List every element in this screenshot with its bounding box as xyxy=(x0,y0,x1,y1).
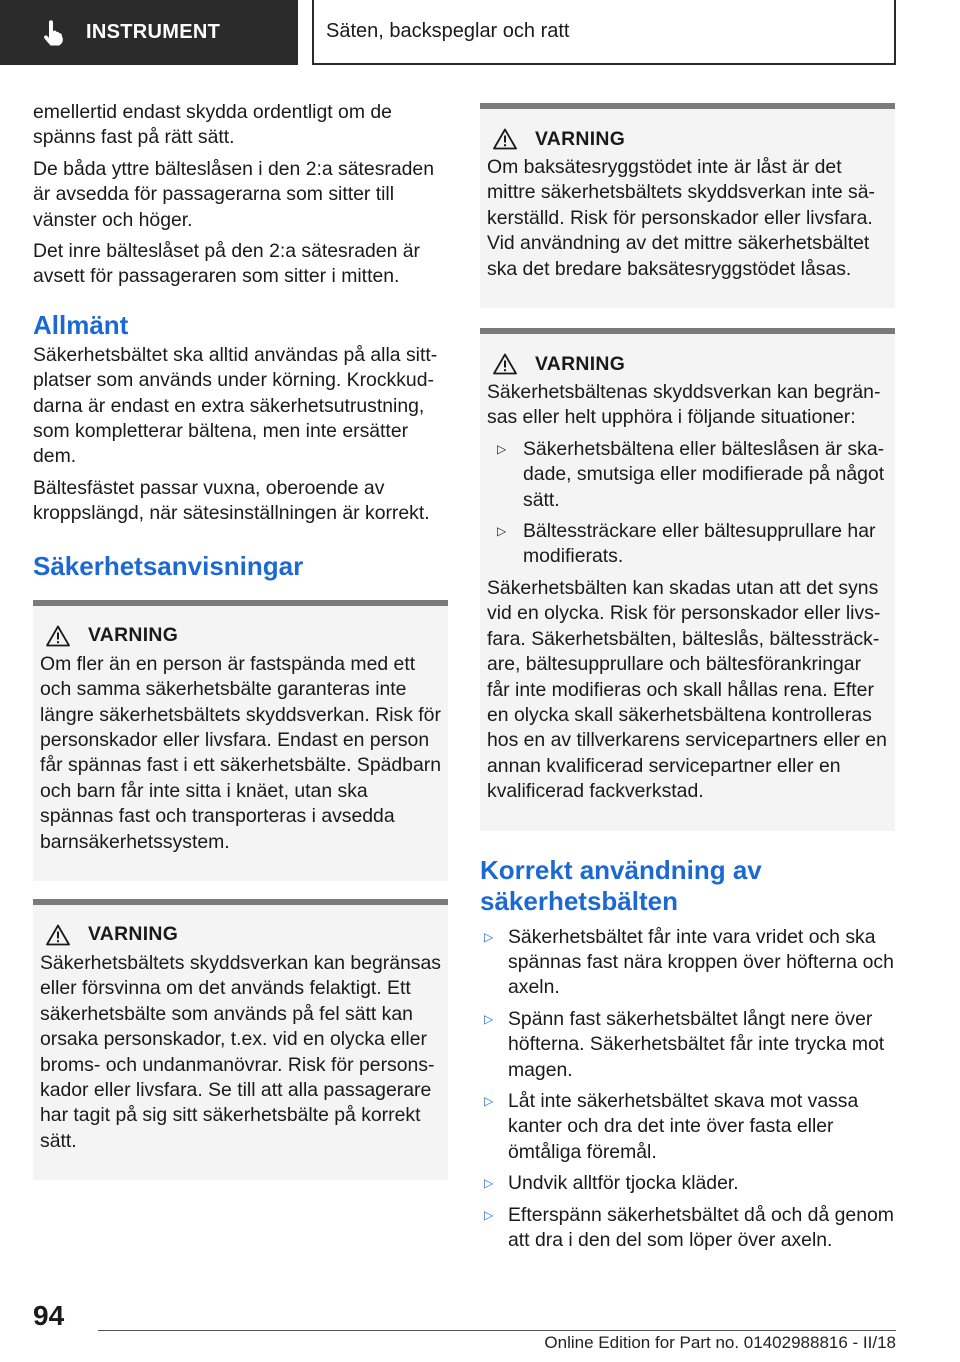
warning-title: VARNING xyxy=(535,352,626,375)
list-item-text: Säkerhetsbältet får inte vara vridet och ska spännas fast nära kroppen över höfterna och axeln. xyxy=(508,925,894,999)
warning-header xyxy=(487,352,888,376)
warning-box xyxy=(480,103,895,308)
warning-triangle-icon xyxy=(46,923,72,947)
warning-text: Säkerhetsbälten kan skadas utan att det syns vid en olycka. Risk för personskador eller livsfara. Säkerhetsbälten, bälteslås, bältessträckare, bältesupprullare och bältesförankringar får inte modifieras och skall hållas rena. Efter en olycka skall säkerhetsbältena kontrolleras hos en av tillverkarens servicepartners eller en annan kvalificerad servicepartner eller en kvalificerad fackverkstad. xyxy=(487,576,887,803)
list-item-text: Spänn fast säkerhetsbältet långt nere över höfterna. Säkerhetsbältet får inte trycka mot magen. xyxy=(508,1007,885,1081)
warning-text: Säkerhetsbältenas skyddsverkan kan begränsas eller helt upphöra i följande situationer: xyxy=(487,381,881,429)
triangle-right-icon: ▷ xyxy=(484,1207,494,1222)
warning-title: VARNING xyxy=(88,624,179,647)
list-item xyxy=(480,1171,895,1196)
list-item-text: Bältessträckare eller bältesupprullare har modifierats. xyxy=(523,520,876,568)
list-item xyxy=(480,1203,895,1254)
list-item xyxy=(487,437,888,513)
warning-triangle-icon xyxy=(493,352,519,376)
section-title: Säten, backspeglar och ratt xyxy=(326,20,570,42)
right-column xyxy=(480,103,895,1259)
paragraph: Det inre bälteslåset på den 2:a sätesraden är avsett för passageraren som sitter i mitten. xyxy=(33,240,420,288)
list-item-text: Undvik alltför tjocka kläder. xyxy=(508,1172,739,1195)
triangle-right-icon: ▷ xyxy=(497,524,507,539)
warning-header xyxy=(40,624,441,648)
warning-list xyxy=(487,437,888,570)
list-item-text: Säkerhetsbältena eller bälteslåsen är skadade, smutsiga eller modifierade på något sätt. xyxy=(523,437,885,511)
heading-allmant: Allmänt xyxy=(33,309,129,340)
touch-hand-icon xyxy=(42,20,64,46)
warning-header xyxy=(487,127,888,151)
list-item xyxy=(480,925,895,1001)
triangle-right-icon: ▷ xyxy=(484,1011,494,1026)
warning-triangle-icon xyxy=(493,127,519,151)
usage-list xyxy=(480,925,895,1254)
section-title-box xyxy=(312,0,896,65)
list-item xyxy=(480,1007,895,1083)
list-item xyxy=(487,519,888,570)
heading-sakerhetsanvisningar: Säkerhetsanvisningar xyxy=(33,550,304,581)
warning-text: Om baksätesryggstödet inte är låst är det mittre säkerhetsbältets skyddsverkan inte säkerställd. Risk för personskador eller livsfara. Vid användning av det mittre säkerhetsbältet ska det bredare baksätesryggstödet låsas. xyxy=(487,156,875,280)
warning-box xyxy=(480,328,895,831)
list-item-text: Låt inte säkerhetsbältet skava mot vassa kanter och dra det inte över fasta eller ömtåliga föremål. xyxy=(508,1089,859,1163)
warning-box xyxy=(33,899,448,1180)
warning-text: Om fler än en person är fastspända med ett och samma säkerhetsbälte garanteras inte längre säkerhetsbältets skyddsverkan. Risk för personskador eller livsfara. Endast en person får spännas fast i ett säkerhetsbälte. Spädbarn och barn får inte sitta i knäet, utan ska spännas fast och transporteras i avsedda barnsäkerhetssystem. xyxy=(40,652,441,853)
heading-korrekt-anvandning: Korrekt användning av säkerhetsbälten xyxy=(480,854,762,916)
paragraph: emellertid endast skydda ordentligt om de spänns fast på rätt sätt. xyxy=(33,101,392,149)
left-column xyxy=(33,100,448,1180)
warning-title: VARNING xyxy=(88,923,179,946)
warning-header xyxy=(40,923,441,947)
triangle-right-icon: ▷ xyxy=(484,1176,494,1191)
triangle-right-icon: ▷ xyxy=(484,1093,494,1108)
chapter-tab xyxy=(0,0,298,65)
paragraph: De båda yttre bälteslåsen i den 2:a sätesraden är avsedda för passagerarna som sitter till vänster och höger. xyxy=(33,157,435,231)
paragraph: Säkerhetsbältet ska alltid användas på alla sittplatser som används under körning. Krockkuddarna är endast en extra säkerhetsutrustning, som kompletterar bältena, men inte ersätter dem. xyxy=(33,343,438,468)
footer-rule xyxy=(98,1330,896,1331)
paragraph: Bältesfästet passar vuxna, oberoende av kroppslängd, när sätesinställningen är korrekt. xyxy=(33,476,430,525)
warning-text: Säkerhetsbältets skyddsverkan kan begränsas eller försvinna om det används felaktigt. Ett säkerhetsbälte som används på fel sätt kan orsaka personskador, t.ex. vid en olycka eller broms- och undanmanövrar. Risk för personskador eller livsfara. Se till att alla passagerare har tagit på sig sitt säkerhetsbälte på korrekt sätt. xyxy=(40,951,441,1152)
warning-box xyxy=(33,600,448,881)
footer-edition: Online Edition for Part no. 01402988816 - II/18 xyxy=(544,1333,896,1352)
warning-triangle-icon xyxy=(46,624,72,648)
chapter-label: INSTRUMENT xyxy=(86,21,221,43)
page-number: 94 xyxy=(33,1300,65,1331)
list-item-text: Efterspänn säkerhetsbältet då och då genom att dra i den del som löper över axeln. xyxy=(508,1203,894,1251)
list-item xyxy=(480,1089,895,1165)
triangle-right-icon: ▷ xyxy=(484,929,494,944)
warning-title: VARNING xyxy=(535,127,626,150)
triangle-right-icon: ▷ xyxy=(497,441,507,456)
